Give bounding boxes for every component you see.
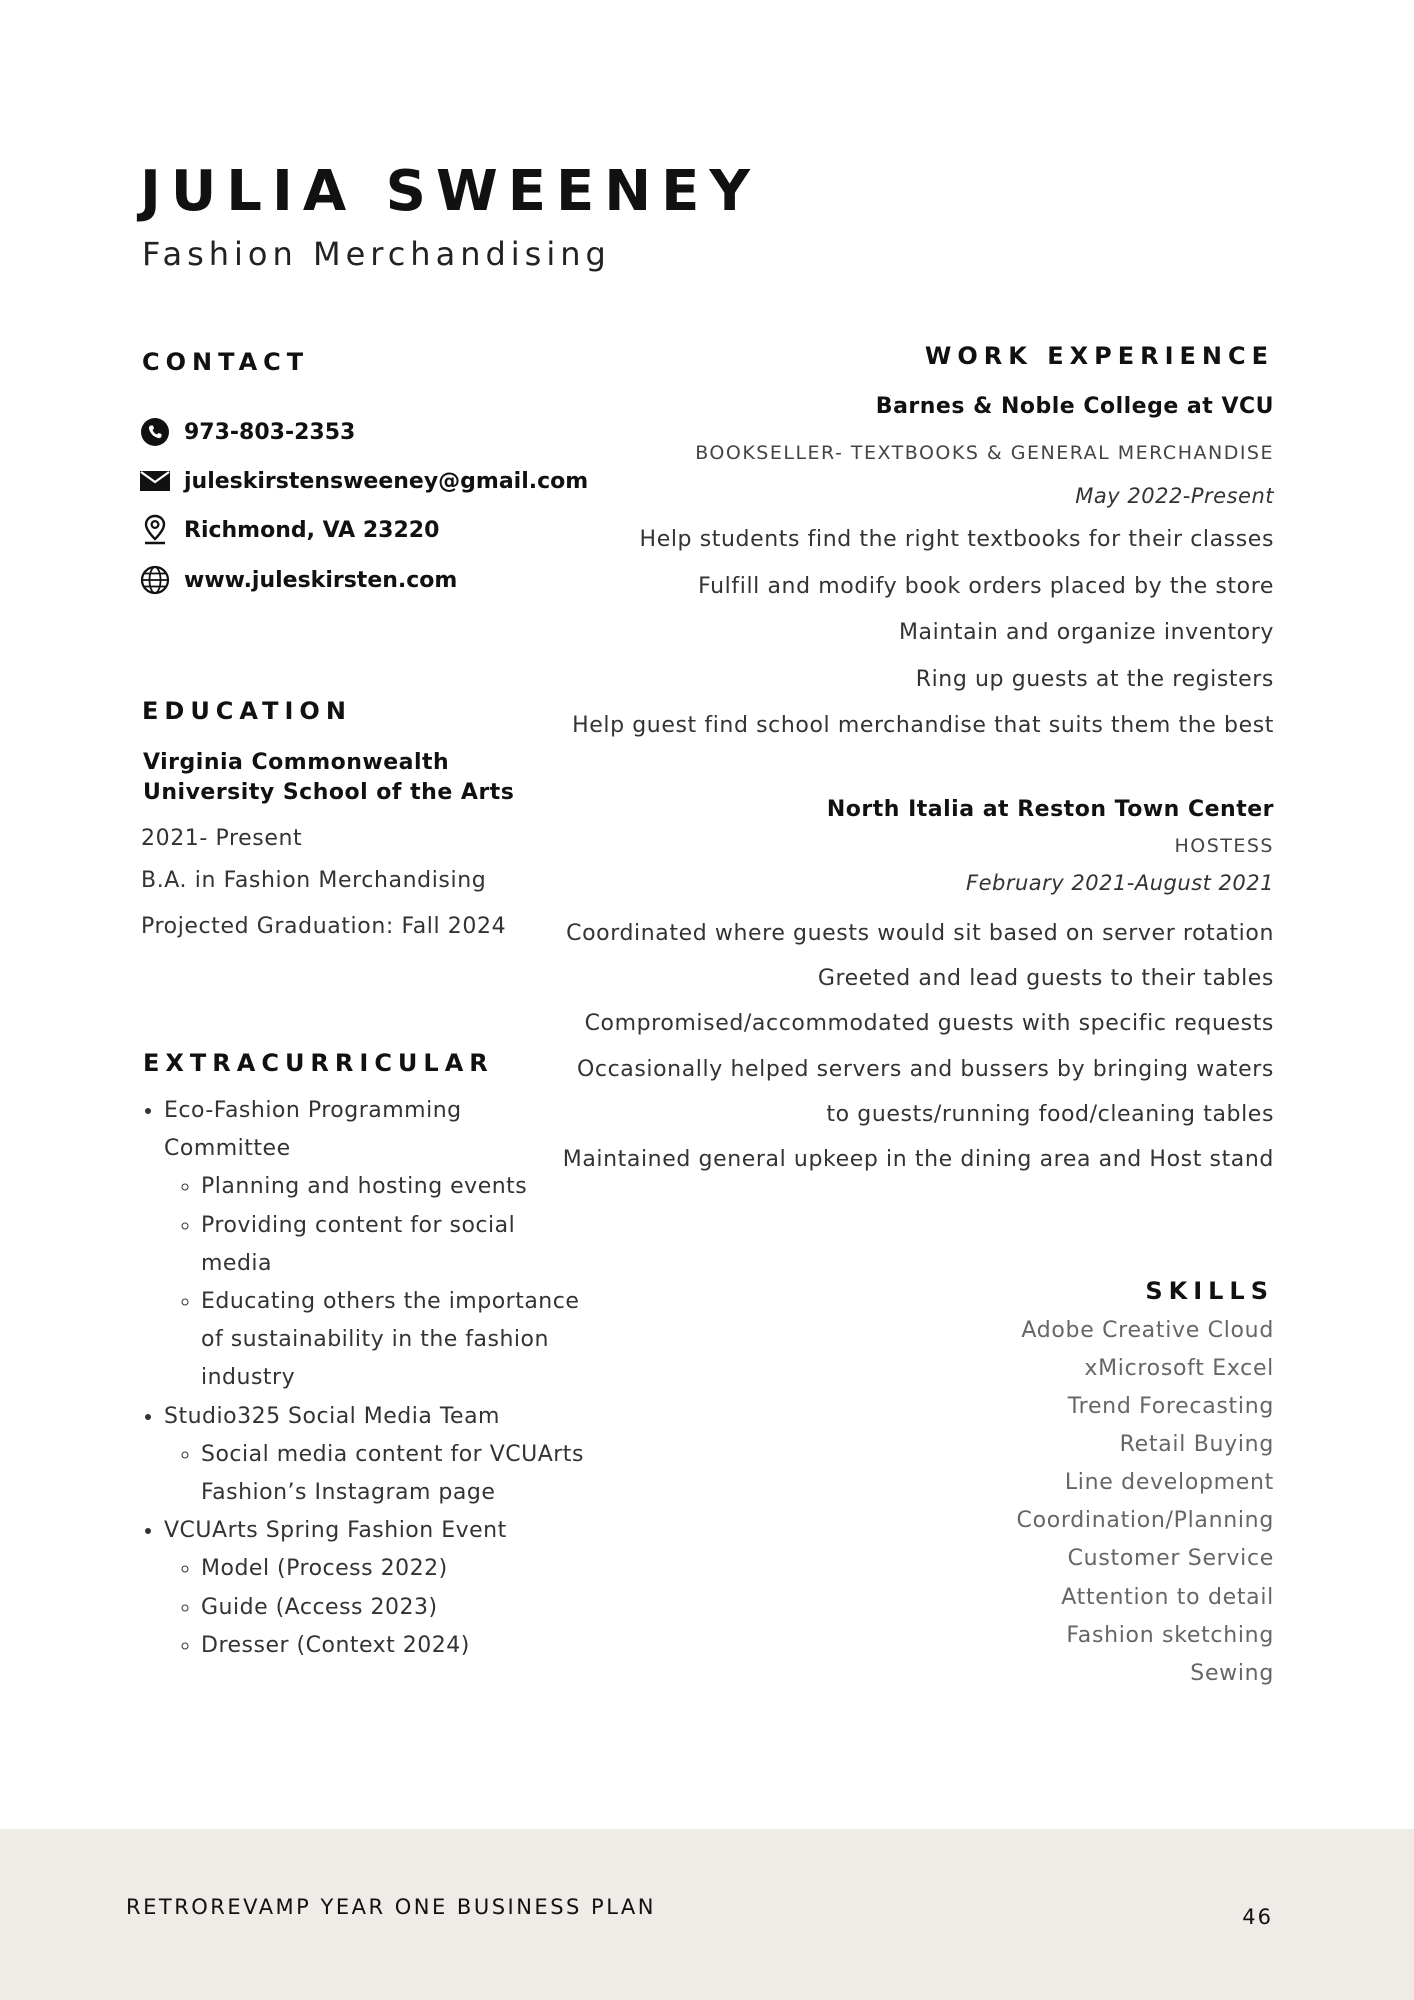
job-duty: Greeted and lead guests to their tables xyxy=(817,966,1274,991)
job-duty: Occasionally helped servers and bussers by bringing waters xyxy=(576,1057,1274,1082)
contact-phone: 973-803-2353 xyxy=(184,419,356,445)
sub-list xyxy=(164,1436,584,1512)
contact-email-link[interactable]: juleskirstensweeney@gmail.com xyxy=(184,468,589,494)
sub-list-item: ◦ Planning and hosting events xyxy=(201,1168,584,1206)
work-experience-heading: WORK EXPERIENCE xyxy=(924,342,1274,370)
job-company: Barnes & Noble College at VCU xyxy=(875,394,1274,419)
sub-list-item: ◦ Model (Process 2022) xyxy=(201,1550,584,1588)
education-graduation: Projected Graduation: Fall 2024 xyxy=(141,914,507,939)
job-duty: Ring up guests at the registers xyxy=(915,667,1274,692)
list-item xyxy=(164,1092,584,1398)
sub-list-item: ◦ Social media content for VCUArts Fashion’s Instagram page xyxy=(201,1436,584,1512)
phone-icon xyxy=(140,417,170,447)
extracurricular-heading: EXTRACURRICULAR xyxy=(143,1049,494,1077)
job-role: BOOKSELLER- TEXTBOOKS & GENERAL MERCHANDISE xyxy=(695,442,1274,464)
job-role: HOSTESS xyxy=(1174,835,1274,857)
list-item xyxy=(164,1512,584,1665)
skill-item: Trend Forecasting xyxy=(1067,1394,1274,1419)
list-item-label: VCUArts Spring Fashion Event xyxy=(164,1518,507,1544)
skill-item: Adobe Creative Cloud xyxy=(1021,1318,1274,1343)
skill-item: Line development xyxy=(1064,1470,1274,1495)
globe-icon xyxy=(140,565,170,595)
contact-email-row xyxy=(140,463,588,499)
job-duty: Fulfill and modify book orders placed by the store xyxy=(698,574,1274,599)
job-duty: Help guest find school merchandise that suits them the best xyxy=(572,713,1274,738)
contact-website-link[interactable]: www.juleskirsten.com xyxy=(184,567,458,593)
education-degree: B.A. in Fashion Merchandising xyxy=(141,868,487,893)
extracurricular-list xyxy=(134,1092,584,1665)
education-school: Virginia Commonwealth University School of the Arts xyxy=(143,750,515,805)
skill-item: Sewing xyxy=(1190,1661,1274,1686)
skill-item: Retail Buying xyxy=(1119,1432,1274,1457)
skills-heading: SKILLS xyxy=(1145,1277,1274,1305)
resume-subtitle: Fashion Merchandising xyxy=(142,235,611,273)
education-years: 2021- Present xyxy=(141,826,303,851)
mail-icon xyxy=(140,466,170,496)
sub-list-item: ◦ Dresser (Context 2024) xyxy=(201,1627,584,1665)
job-company: North Italia at Reston Town Center xyxy=(826,797,1274,822)
sub-list-item: ◦ Providing content for social media xyxy=(201,1207,584,1283)
page-number: 46 xyxy=(1242,1905,1273,1929)
sub-list-item: ◦ Educating others the importance of sustainability in the fashion industry xyxy=(201,1283,584,1398)
sub-list xyxy=(164,1168,584,1397)
job-duty: Compromised/accommodated guests with specific requests xyxy=(584,1011,1274,1036)
job-duty: Maintain and organize inventory xyxy=(898,620,1274,645)
contact-phone-row xyxy=(140,414,355,450)
education-heading: EDUCATION xyxy=(142,697,352,725)
footer-title: RETROREVAMP YEAR ONE BUSINESS PLAN xyxy=(126,1895,656,1919)
list-item-label: Studio325 Social Media Team xyxy=(164,1403,500,1429)
skill-item: Fashion sketching xyxy=(1066,1623,1274,1648)
contact-website-row xyxy=(140,562,457,598)
contact-location: Richmond, VA 23220 xyxy=(184,517,440,543)
resume-name: JULIA SWEENEY xyxy=(140,159,760,224)
skill-item: xMicrosoft Excel xyxy=(1084,1356,1274,1381)
skill-item: Attention to detail xyxy=(1061,1585,1274,1610)
location-pin-icon xyxy=(140,515,170,545)
job-duty: Coordinated where guests would sit based on server rotation xyxy=(566,921,1274,946)
job-duty: Help students find the right textbooks for their classes xyxy=(639,527,1274,552)
job-duty: Maintained general upkeep in the dining area and Host stand xyxy=(562,1147,1274,1172)
contact-location-row xyxy=(140,512,439,548)
sub-list-item: ◦ Guide (Access 2023) xyxy=(201,1589,584,1627)
skill-item: Coordination/Planning xyxy=(1016,1508,1274,1533)
list-item xyxy=(164,1398,584,1513)
job-duty: to guests/running food/cleaning tables xyxy=(826,1102,1274,1127)
contact-heading: CONTACT xyxy=(142,348,310,376)
sub-list xyxy=(164,1550,584,1665)
job-dates: May 2022-Present xyxy=(1075,484,1274,508)
job-dates: February 2021-August 2021 xyxy=(965,871,1274,895)
list-item-label: Eco-Fashion Programming Committee xyxy=(164,1098,462,1162)
skill-item: Customer Service xyxy=(1067,1546,1274,1571)
